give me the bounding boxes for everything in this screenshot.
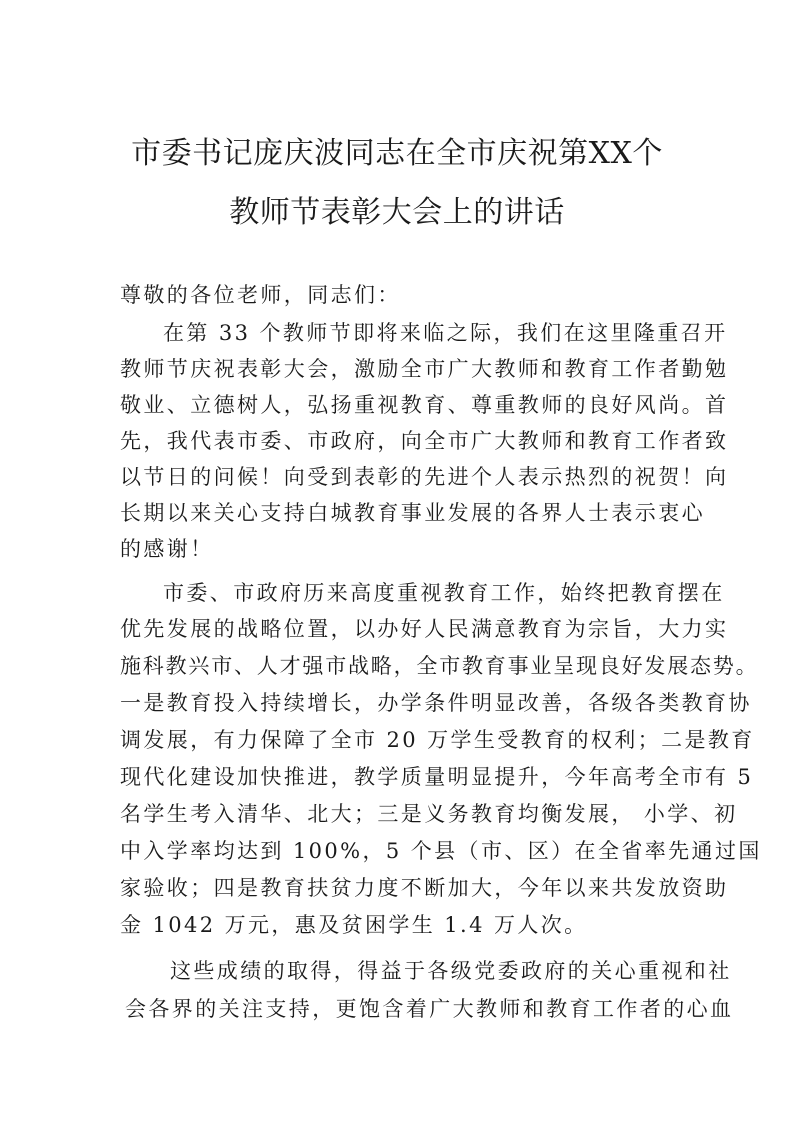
paragraph-line: 一是教育投入持续增长，办学条件明显改善，各级各类教育协 xyxy=(120,691,752,715)
paragraph-line: 教师节庆祝表彰大会，激励全市广大教师和教育工作者勤勉 xyxy=(120,357,729,381)
paragraph-line: 中入学率均达到 100%，5 个县（市、区）在全省率先通过国 xyxy=(120,839,762,863)
paragraph-line: 现代化建设加快推进，教学质量明显提升，今年高考全市有 5 xyxy=(120,765,754,789)
paragraph-line: 在第 33 个教师节即将来临之际，我们在这里隆重召开 xyxy=(163,321,728,345)
paragraph-line: 先，我代表市委、市政府，向全市广大教师和教育工作者致 xyxy=(120,429,729,453)
paragraph-line: 的感谢！ xyxy=(120,537,214,561)
paragraph-line: 长期以来关心支持白城教育事业发展的各界人士表示衷心 xyxy=(120,501,705,525)
paragraph-line: 这些成绩的取得，得益于各级党委政府的关心重视和社 xyxy=(170,959,732,983)
salutation: 尊敬的各位老师，同志们： xyxy=(120,283,401,307)
paragraph-line: 市委、市政府历来高度重视教育工作，始终把教育摆在 xyxy=(163,581,725,605)
document-title-line-1: 市委书记庞庆波同志在全市庆祝第XX个 xyxy=(131,136,663,171)
paragraph-line: 施科教兴市、人才强市战略，全市教育事业呈现良好发展态势。 xyxy=(120,654,759,678)
paragraph-line: 家验收；四是教育扶贫力度不断加大，今年以来共发放资助 xyxy=(120,876,729,900)
paragraph-line: 会各界的关注支持，更饱含着广大教师和教育工作者的心血 xyxy=(125,997,734,1021)
paragraph-line: 调发展，有力保障了全市 20 万学生受教育的权利；二是教育 xyxy=(120,728,755,752)
document-title-line-2: 教师节表彰大会上的讲话 xyxy=(229,195,565,230)
paragraph-line: 以节日的问候！向受到表彰的先进个人表示热烈的祝贺！向 xyxy=(120,465,729,489)
paragraph-line: 敬业、立德树人，弘扬重视教育、尊重教师的良好风尚。首 xyxy=(120,393,729,417)
paragraph-line: 名学生考入清华、北大；三是义务教育均衡发展， 小学、初 xyxy=(120,802,738,826)
paragraph-line: 优先发展的战略位置，以办好人民满意教育为宗旨，大力实 xyxy=(120,617,729,641)
paragraph-line: 金 1042 万元，惠及贫困学生 1.4 万人次。 xyxy=(120,913,588,937)
